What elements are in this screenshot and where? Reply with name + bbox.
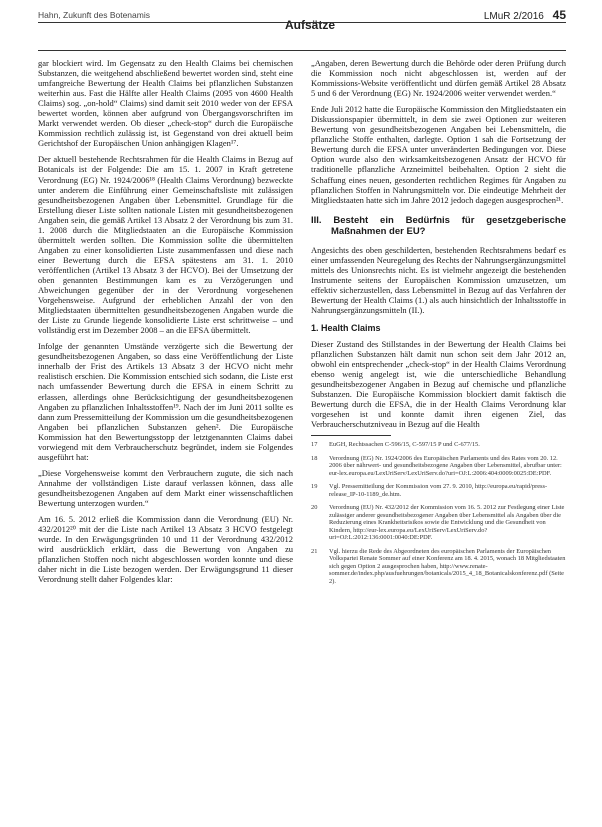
footnote-text: Vgl. Pressemitteilung der Kommission vom 27. 9. 2010, http://europa.eu/rapid/press-release_IP-10-1189_de.htm.	[329, 483, 548, 498]
right-quote: „Angaben, deren Bewertung durch die Behörde oder deren Prüfung durch die Kommission noch nicht abgeschlossen ist, werden auf der Kommissions-Website veröffentlicht und dürfen gemäß Artikel 28 Absatz 5 und 6 der Verordnung (EG) Nr. 1924/2006 weiter verwendet werden.“	[311, 58, 566, 99]
header-rule-top	[38, 22, 566, 23]
footnote-number: 19	[311, 483, 318, 491]
header-rule-bottom	[38, 50, 566, 51]
footnote	[311, 504, 566, 542]
footnote-text: Verordnung (EU) Nr. 432/2012 der Kommission vom 16. 5. 2012 zur Festlegung einer Liste zulässiger anderer gesundheitsbezogener Angaben über Lebensmittel als Angaben über die Reduzierung eines Krankheitsrisikos sowie die Entwicklung und die Gesundheit von Kindern, http://eur-lex.europa.eu/LexUriServ/LexUriServ.do?uri=OJ:L:2012:136:0001:0040:DE:PDF.	[329, 504, 565, 542]
journal-info	[484, 8, 566, 22]
left-paragraph-1: gar blockiert wird. Im Gegensatz zu den Health Claims bei chemischen Substanzen, die weitgehend abschließend bewertet worden sind, steht eine umfangreiche Bewertung der Health Claims bei pflanzlichen Substanzen weiterhin aus. Fast die Hälfte aller Health Claims (2095 von 4600 Health Claims) sog. „on-hold“ Claims) sind damit seit 2010 weder von der EFSA bewertet worden, können aber aufgrund von Übergangsvorschriften im Markt verwendet werden. Ob dieser „check-stop“ durch die Europäische Kommission rechtlich zulässig ist, ist Gegenstand von drei aktuell beim Gerichtshof der Europäischen Union anhängigen Klagen¹⁷.	[38, 58, 293, 149]
footnote-divider	[311, 435, 391, 436]
section-heading: III. Besteht ein Bedürfnis für gesetzgeberische Maßnahmen der EU?	[311, 214, 566, 237]
footnotes	[311, 441, 566, 585]
running-header-author-title: Hahn, Zukunft des Botenamis	[38, 10, 150, 20]
footnote	[311, 441, 566, 449]
footnote-text: Verordnung (EG) Nr. 1924/2006 des Europäischen Parlaments und des Rates vom 20. 12. 2006 über nährwert- und gesundheitsbezogene Angaben über Lebensmittel, abrufbar unter: eur-lex.europa.eu/LexUriServ/LexUriServ.do?uri=OJ:L:2006:404:0009:0025:DE:PDF.	[329, 454, 562, 477]
left-column	[38, 58, 293, 590]
subsection-text: Dieser Zustand des Stillstandes in der Bewertung der Health Claims bei pflanzlichen Substanzen hält damit nun schon seit dem Jahr 2012 an, obwohl ein entsprechender „check-stop“ in der Health Claims Verordnung ebenso wenig angelegt ist, wie die unterschiedliche Behandlung gesundheitsbezogener Angaben in Bezug auf chemische und pflanzliche Substanzen. Die Europäische Kommission blockiert damit faktisch die Bewertung durch die EFSA, die in der Health Claims Verordnung klar vorgesehen ist und konnte damit ihren eigenen Ziel, das Verbraucherschutzniveau in Bezug auf die Health	[311, 339, 566, 430]
left-quote: „Diese Vorgehensweise kommt den Verbrauchern zugute, die sich nach Annahme der vollständigen Liste darauf verlassen können, dass alle gesundheitsbezogenen Angaben auf dem Markt einer wissenschaftlichen Bewertung unterzogen wurden.“	[38, 467, 293, 508]
journal-issue: LMuR 2/2016	[483, 11, 544, 22]
footnote-number: 20	[311, 504, 318, 512]
footnote-number: 21	[311, 547, 318, 555]
footnote-text: EuGH, Rechtssachen C-596/15, C-597/15 P und C-677/15.	[329, 441, 480, 449]
section-text: Angesichts des oben geschilderten, bestehenden Rechtsrahmens bedarf es einer umfassenden Neuregelung des Rechts der Nahrungsergänzungsmittel mittels des Unionsrechts nicht. Es ist vielmehr angezeigt die bestehenden Instrumente seitens der Europäischen Kommission umzusetzen, um effektiv sicherzustellen, dass Lebensmittel in Bezug auf das Verfahren der Bewertung der Health Claims (1.) als auch hinsichtlich der Inhaltsstoffe in Nahrungsergänzungsmitteln (II.).	[311, 244, 566, 315]
footnote-text: Vgl. hierzu die Rede des Abgeordneten des europäischen Parlaments der Europäischen Volkspartei Renate Sommer auf einer Konferenz am 18. 4. 2015, wonach 18 Mitgliedstaaten sich gegen Option 2 ausgesprochen haben, http://www.renate-sommer.de/index.php/ausfuehrungen/botanicals/2015_4_18_Botanicalskonferenz.pdf (Seite 2).	[329, 547, 566, 585]
footnote-number: 17	[311, 441, 318, 449]
footnote	[311, 548, 566, 586]
footnote-number: 18	[311, 454, 318, 462]
footnote	[311, 483, 566, 498]
footnote	[311, 455, 566, 478]
left-paragraph-5: Am 16. 5. 2012 erließ die Kommission dann die Verordnung (EU) Nr. 432/2012²⁰ mit der die Liste nach Artikel 13 Absatz 3 HCVO festgelegt wurde. In den Erwägungsgründen 10 und 11 der Verordnung 432/2012 wird ausdrücklich erklärt, dass die Bewertung von Angaben zu pflanzlichen Stoffen noch nicht abgeschlossen worden konnte und diese daher nicht in die Liste bezogen werden. Der Erwägungsgrund 11 dieser Verordnung stellt daher Folgendes klar:	[38, 514, 293, 585]
section-label: Aufsätze	[285, 18, 336, 32]
page-number: 45	[552, 8, 566, 22]
left-paragraph-2: Der aktuell bestehende Rechtsrahmen für die Health Claims in Bezug auf Botanicals ist der Folgende: Die am 15. 1. 2007 in Kraft getretene Verordnung (EG) Nr. 1924/2006¹⁸ (Health Claims Verordnung) bezweckte unter anderem die Einführung einer Gemeinschaftsliste mit zulässigen gesundheitsbezogenen Angaben über Lebensmittel. Grundlage für die Erstellung dieser Liste sollten nationale Listen mit gesundheitsbezogenen Angaben sein, die gemäß Artikel 13 Absatz 2 der Verordnung bis zum 31. 1. 2008 durch die Mitgliedstaaten an die Europäische Kommission übermittelt werden sollten. Die Kommission sollte die übermittelten Angaben zu einer konsolidierten Liste zusammenfassen und diese nach einer Bewertung durch die EFSA spätestens am 31. 1. 2010 veröffentlichen (Artikel 13 Absatz 3 der HCVO). Bei der Umsetzung der oben genannten Bestimmungen kam es zu Verzögerungen und Abweichungen gegenüber der in der Verordnung vorgesehenen Vorgehensweise. Aufgrund der erheblichen Anzahl der von den Mitgliedstaaten übermittelten gesundheitsbezogenen Angaben wurde die der Liste zu Grunde liegende konsolidierte Liste erst schrittweise – und vollständig erst im Dezember 2008 – an die EFSA übermittelt.	[38, 154, 293, 336]
right-paragraph-2: Ende Juli 2012 hatte die Europäische Kommission den Mitgliedstaaten ein Diskussionspapier übermittelt, in dem sie zwei Optionen zur weiteren Bewertung von gesundheitsbezogenen Angaben bei Lebensmitteln, die pflanzliche Stoffe enthalten, darlegte. Option 1 sah die Fortsetzung der Bewertung durch die EFSA unter unveränderten Bedingungen vor. Diese Option wurde also den wirksamkeitsbezogenen Ansatz der HCVO für traditionelle pflanzliche Arzneimittel beibehalten. Option 2 sieht die Schaffung eines neuen, gesonderten rechtlichen Regimes für Angaben zu pflanzlichen Stoffen in Nahrungsmitteln vor. Die eindeutige Mehrheit der Mitgliedstaaten hatte sich im Jahre 2012 jedoch dagegen ausgesprochen²¹.	[311, 104, 566, 205]
subsection-heading: 1. Health Claims	[311, 322, 381, 333]
right-column	[311, 58, 566, 591]
running-header	[38, 8, 566, 48]
left-paragraph-3: Infolge der genannten Umstände verzögerte sich die Bewertung der gesundheitsbezogenen Angaben, so dass eine Veröffentlichung der Liste innerhalb der Frist des Artikels 13 Absatz 3 der HCVO nicht mehr realistisch erschien. Die Kommission entschied sich sodann, die Liste erst nach umfassender Bewertung durch die EFSA in einem Schritt zu erlassen, allerdings ohne Berücksichtigung der gesundheitsbezogenen Angaben zu pflanzlichen Inhaltsstoffen¹⁹. Nach der im Juni 2011 sollte es dann zum Pressemitteilung der Kommission um die gesundheitsbezogenen Angaben bei pflanzlichen Substanzen gehen². Die Europäische Kommission hat den Bewertungsstopp der letztgenannten Claims dabei vorwiegend mit dem Verbraucherschutz begründet, indem sie Folgendes ausgeführt hat:	[38, 341, 293, 462]
